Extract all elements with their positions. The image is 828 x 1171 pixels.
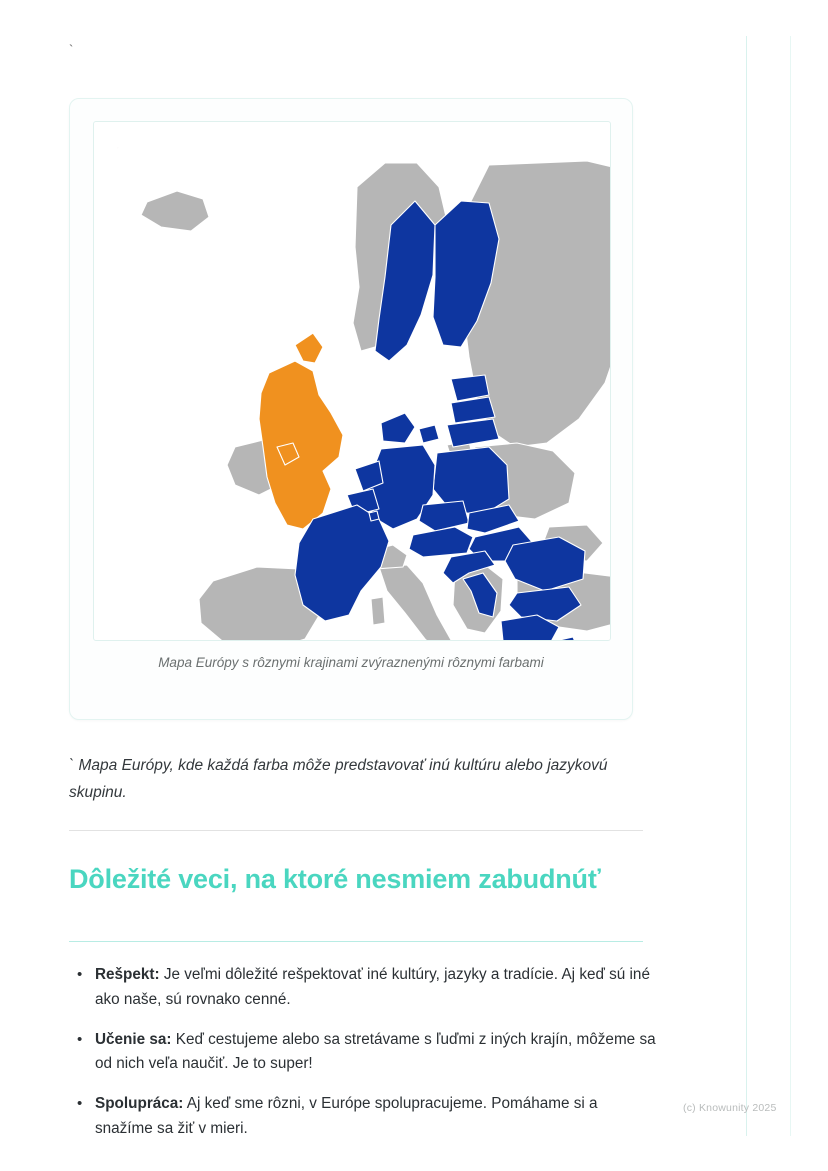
list-item-text: Keď cestujeme alebo sa stretávame s ľuďmi z iných krajín, môžeme sa od nich veľa naučiť. Je to super! <box>95 1030 656 1073</box>
right-margin-rule-2 <box>790 36 791 1136</box>
caption-text: Mapa Európy, kde každá farba môže predstavovať inú kultúru alebo jazykovú skupinu. <box>69 757 608 802</box>
map-frame <box>117 147 611 641</box>
list-item-text: Je veľmi dôležité rešpektovať iné kultúry, jazyky a tradície. Aj keď sú iné ako naše, sú rovnako cenné. <box>95 966 650 1008</box>
key-points-list <box>69 963 659 1157</box>
page-title: Dôležité veci, na ktoré nesmiem zabudnúť <box>69 864 601 894</box>
list-item-text: Aj keď sme rôzni, v Európe spolupracujeme. Pomáhame si a snažíme sa žiť v mieri. <box>95 1095 598 1137</box>
caption-paragraph <box>69 752 643 806</box>
caption-prefix: ` <box>69 757 75 774</box>
europe-map-icon <box>117 147 611 641</box>
section-divider <box>69 830 643 831</box>
list-item-lead: Rešpekt: <box>95 966 160 983</box>
right-margin-rule-1 <box>746 36 747 1136</box>
figure-caption: Mapa Európy s rôznymi krajinami zvýraznenými rôznymi farbami <box>158 655 544 670</box>
figure-card <box>69 98 633 720</box>
copyright-footer: (c) Knowunity 2025 <box>683 1102 777 1114</box>
list-item-lead: Učenie sa: <box>95 1030 172 1048</box>
figure-inner-border <box>93 121 611 641</box>
list-item <box>95 1092 659 1142</box>
title-underline <box>69 941 643 942</box>
list-item-lead: Spolupráca: <box>95 1095 184 1113</box>
list-item <box>95 963 659 1013</box>
tick-mark: ` <box>69 42 74 57</box>
list-item <box>95 1028 659 1078</box>
